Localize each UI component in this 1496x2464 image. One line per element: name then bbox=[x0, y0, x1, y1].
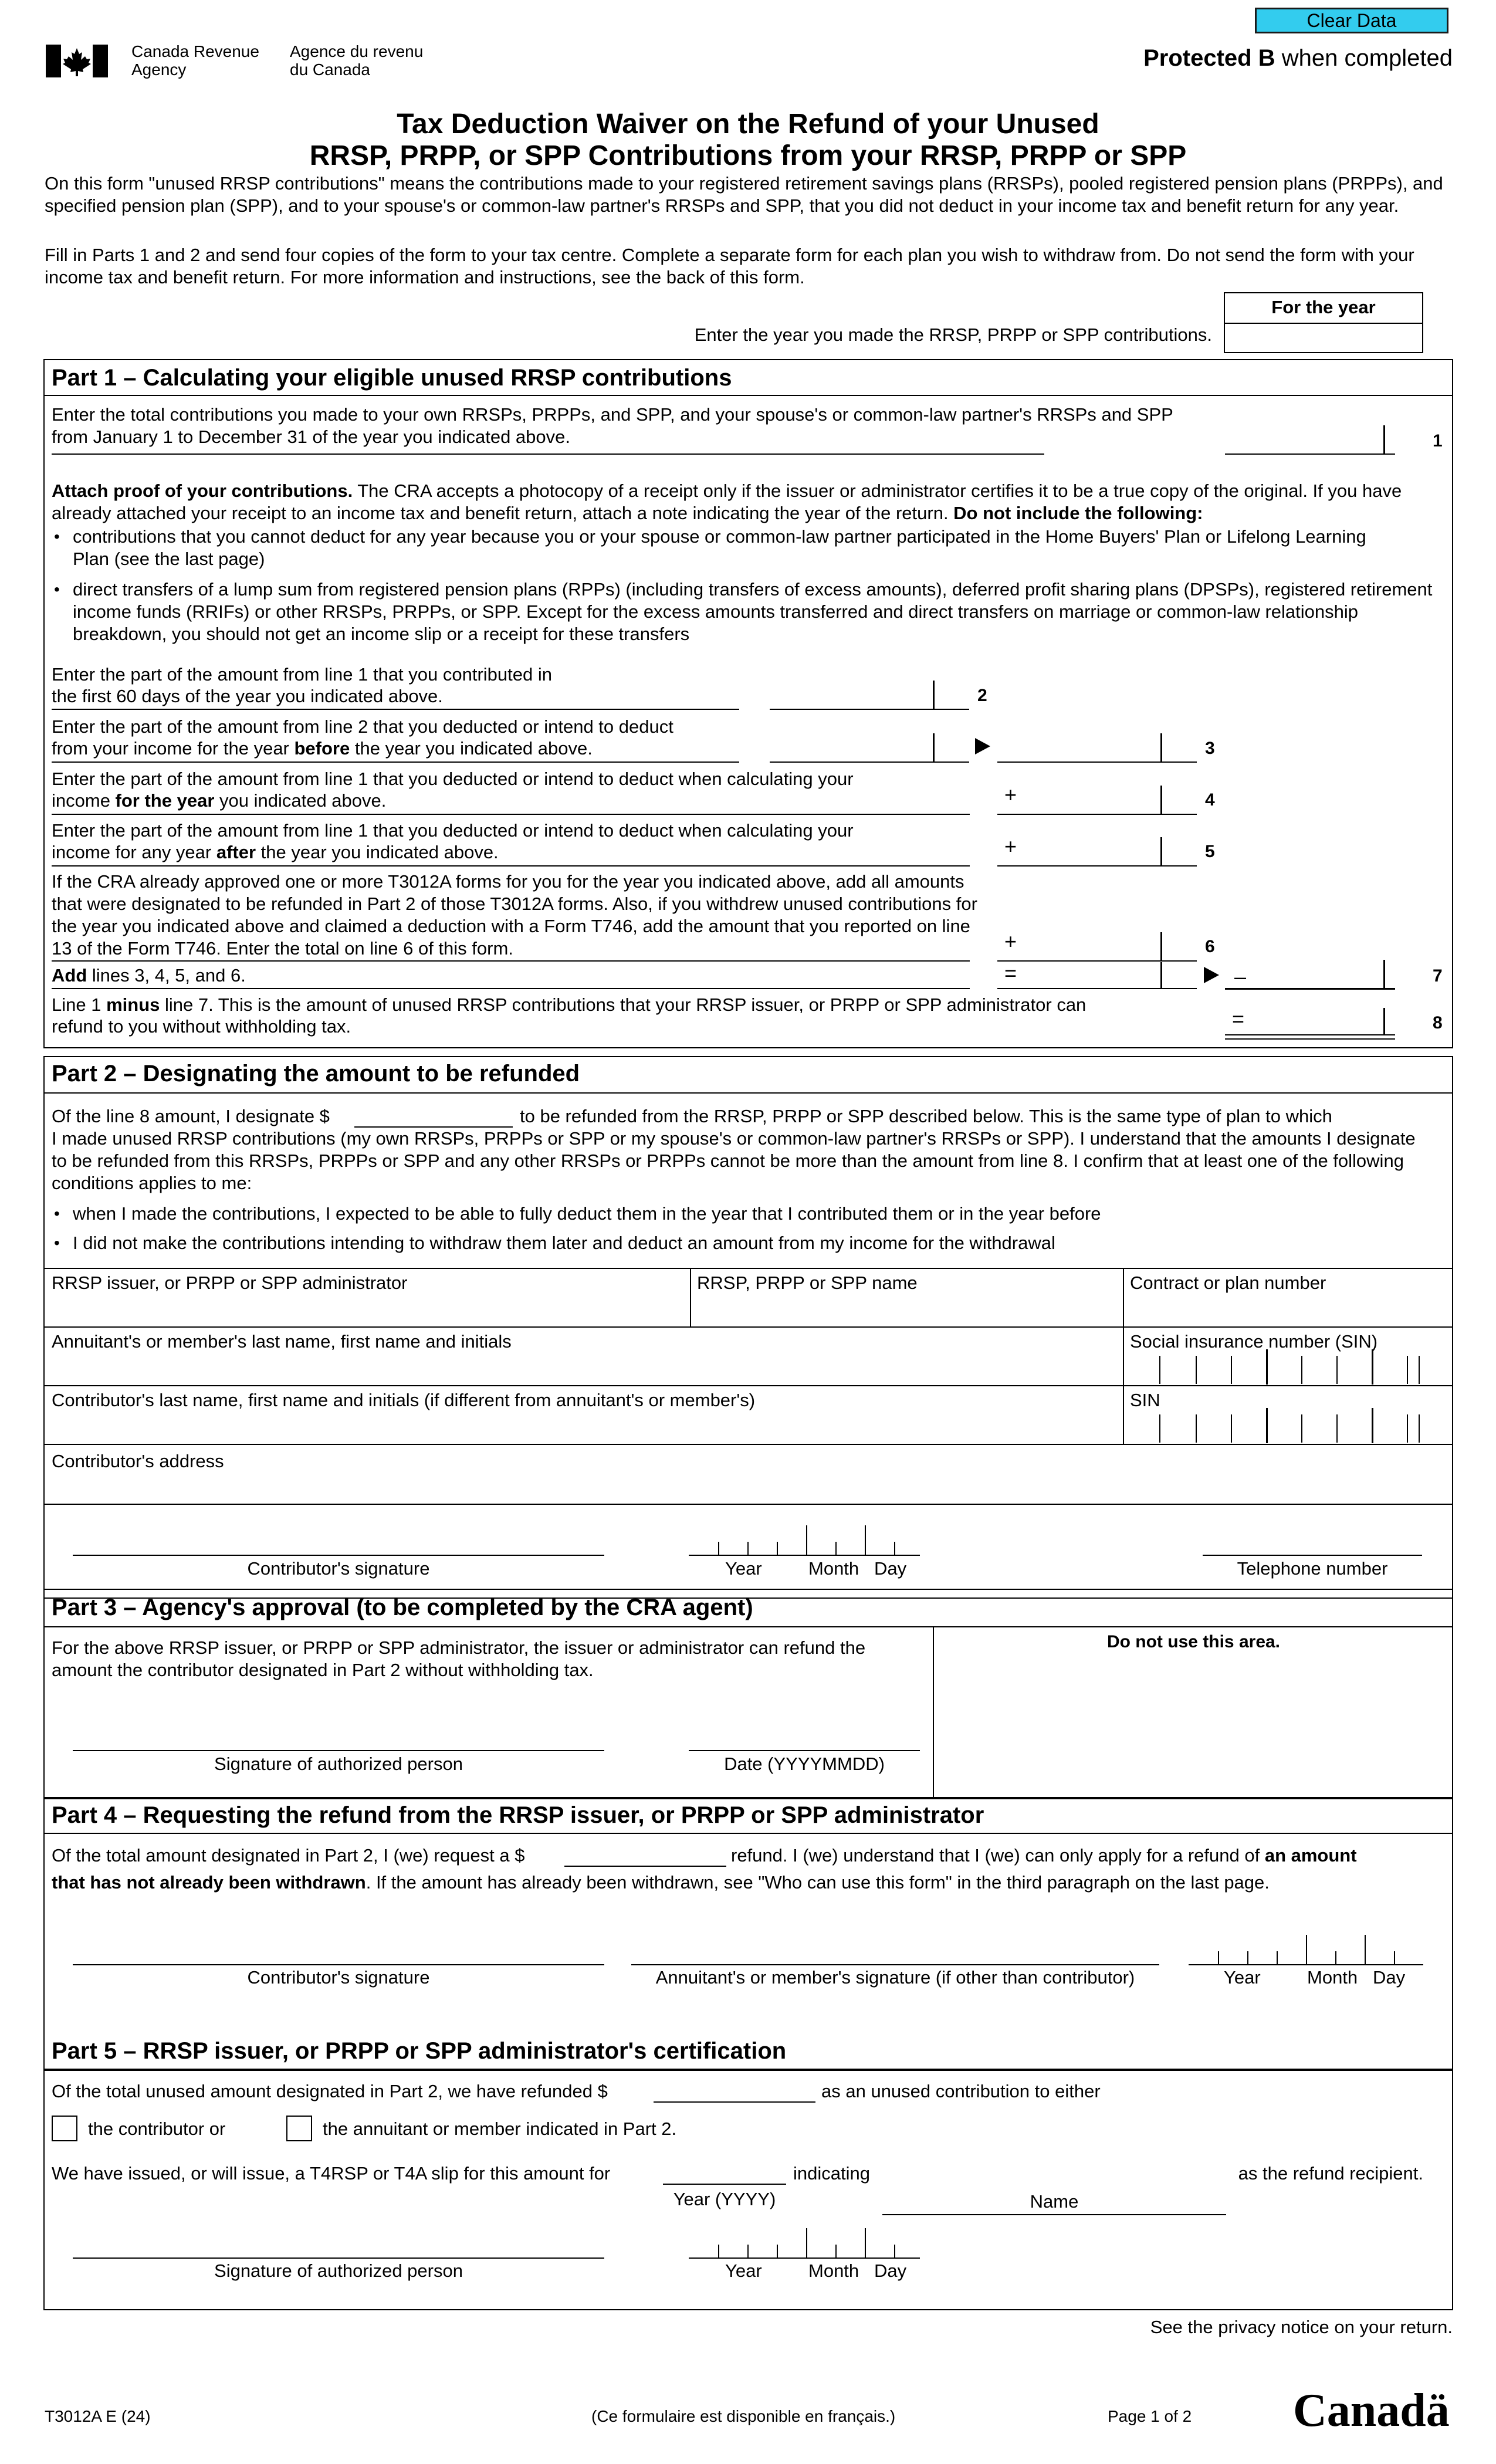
canada-wordmark-logo: Canadä bbox=[1293, 2385, 1450, 2436]
protected-b-label: Protected B when completed bbox=[1143, 45, 1453, 71]
equals-sign: = bbox=[1004, 961, 1017, 985]
plan-name-label: RRSP, PRPP or SPP name bbox=[697, 1272, 918, 1293]
bullet-icon: • bbox=[54, 580, 60, 598]
annuitant-option-label: the annuitant or member indicated in Part 2. bbox=[323, 2118, 677, 2139]
line-number-7: 7 bbox=[1433, 966, 1443, 986]
certification-signature-field[interactable] bbox=[73, 2225, 604, 2256]
part5-text-a: Of the total unused amount designated in Part 2, we have refunded $ bbox=[52, 2081, 608, 2101]
plus-sign: + bbox=[1004, 834, 1017, 858]
part2-bullet-2: I did not make the contributions intending to withdraw them later and deduct an amount from my income for the withdrawal bbox=[73, 1233, 1055, 1253]
year-label: Year bbox=[725, 1558, 762, 1579]
part4-text-c: that has not already been withdrawn. If the amount has already been withdrawn, see "Who can use this form" in the third paragraph on the last page. bbox=[52, 1872, 1270, 1893]
arrow-right-icon bbox=[1204, 967, 1219, 983]
line8-amount-field[interactable] bbox=[1255, 1009, 1381, 1033]
line5-amount-field[interactable] bbox=[1021, 838, 1158, 864]
part3-title: Part 3 – Agency's approval (to be completed by the CRA agent) bbox=[52, 1595, 753, 1620]
line7-amount-field[interactable] bbox=[1255, 962, 1381, 987]
part4-contributor-signature-label: Contributor's signature bbox=[247, 1967, 430, 1988]
agency-name-fr-2: du Canada bbox=[290, 60, 371, 79]
plan-name-field[interactable] bbox=[693, 1295, 1119, 1324]
bullet-icon: • bbox=[54, 1204, 60, 1223]
year-label: Year bbox=[725, 2260, 762, 2281]
for-the-year-label: For the year bbox=[1271, 297, 1376, 317]
approval-date-label: Date (YYYYMMDD) bbox=[724, 1754, 885, 1774]
contributor-signature-field[interactable] bbox=[73, 1519, 604, 1553]
plus-sign: + bbox=[1004, 929, 1017, 953]
line2-text-a: Enter the part of the amount from line 1 that you contributed in bbox=[52, 664, 552, 685]
contributor-address-field[interactable] bbox=[47, 1473, 1449, 1501]
part2-bullet-1: when I made the contributions, I expected to be able to fully deduct them in the year that I contributed them or in the year before bbox=[73, 1203, 1101, 1224]
contributor-signature-label: Contributor's signature bbox=[247, 1558, 430, 1579]
canada-flag-icon bbox=[46, 45, 108, 77]
line3-text-a: Enter the part of the amount from line 2 that you deducted or intend to deduct bbox=[52, 716, 673, 737]
line-number-1: 1 bbox=[1433, 431, 1443, 451]
line6-amount-field[interactable] bbox=[1021, 933, 1158, 959]
form-title-line2: RRSP, PRPP, or SPP Contributions from your RRSP, PRPP or SPP bbox=[309, 140, 1187, 171]
day-label: Day bbox=[874, 1558, 907, 1579]
part4-contributor-signature-field[interactable] bbox=[73, 1930, 604, 1963]
contract-number-label: Contract or plan number bbox=[1130, 1272, 1326, 1293]
approval-date-field[interactable] bbox=[689, 1719, 920, 1748]
line-number-5: 5 bbox=[1205, 842, 1215, 861]
line2-amount-field[interactable] bbox=[771, 682, 930, 708]
do-not-use-label: Do not use this area. bbox=[1106, 1632, 1281, 1651]
contributor-date-field[interactable] bbox=[689, 1523, 920, 1553]
plus-sign: + bbox=[1004, 783, 1017, 807]
part2-text-c: I made unused RRSP contributions (my own RRSPs, PRPPs or SPP or my spouse's or common-law partner's RRSPs or SPP). I understand that the amounts I designate to be refunded from this RRSPs, PRPPs or SPP and any other RRSPs or PRPPs cannot be more than the amount from line 8. I confirm that at least one of the following conditions applies to me: bbox=[52, 1128, 1416, 1193]
day-label: Day bbox=[874, 2260, 907, 2281]
privacy-notice: See the privacy notice on your return. bbox=[1150, 2317, 1453, 2337]
contributor-name-label: Contributor's last name, first name and initials (if different from annuitant's or member's) bbox=[52, 1390, 756, 1410]
month-label: Month bbox=[808, 1558, 859, 1579]
part4-title: Part 4 – Requesting the refund from the RRSP issuer, or PRPP or SPP administrator bbox=[52, 1802, 984, 1828]
name-label: Name bbox=[1030, 2191, 1079, 2212]
annuitant-signature-label: Annuitant's or member's signature (if other than contributor) bbox=[655, 1967, 1135, 1988]
sin-label: Social insurance number (SIN) bbox=[1130, 1331, 1378, 1352]
line-number-4: 4 bbox=[1205, 790, 1215, 810]
part5-text-b: as an unused contribution to either bbox=[821, 2081, 1101, 2101]
page-number: Page 1 of 2 bbox=[1108, 2407, 1192, 2425]
bullet-icon: • bbox=[54, 1234, 60, 1252]
day-label: Day bbox=[1373, 1967, 1406, 1988]
telephone-label: Telephone number bbox=[1237, 1558, 1388, 1579]
form-title-line1: Tax Deduction Waiver on the Refund of your Unused bbox=[397, 109, 1099, 140]
line3-text-b: from your income for the year before the year you indicated above. bbox=[52, 738, 593, 759]
part4-text-b: refund. I (we) understand that I (we) can only apply for a refund of an amount bbox=[731, 1845, 1357, 1866]
part2-title: Part 2 – Designating the amount to be refunded bbox=[52, 1061, 580, 1087]
slip-year-field[interactable] bbox=[664, 2160, 785, 2182]
agency-name-fr-1: Agence du revenu bbox=[290, 42, 424, 60]
line4-amount-field[interactable] bbox=[1021, 787, 1158, 813]
year-input[interactable] bbox=[1226, 324, 1421, 351]
agent-signature-field[interactable] bbox=[73, 1719, 604, 1748]
line8-text-a: Line 1 minus line 7. This is the amount of unused RRSP contributions that your RRSP issuer, or PRPP or SPP administrator can bbox=[52, 994, 1087, 1015]
bullet-icon: • bbox=[54, 527, 60, 546]
line5-text-b: income for any year after the year you indicated above. bbox=[52, 842, 499, 862]
year-prompt: Enter the year you made the RRSP, PRPP or SPP contributions. bbox=[694, 324, 1212, 345]
part4-date-field[interactable] bbox=[1189, 1932, 1423, 1963]
line3-amount-field[interactable] bbox=[999, 735, 1158, 760]
part1-bullet-2: direct transfers of a lump sum from registered pension plans (RPPs) (including transfers of excess amounts), deferred profit sharing plans (DPSPs), registered retirement income funds (RRIFs) or other RRSPs, PRPPs, or SPP. Except for the excess amounts transferred and direct transfers on marriage or common-law relationship breakdown, you should not get an income slip or a receipt for these transfers bbox=[73, 579, 1433, 644]
intro-paragraph-2: Fill in Parts 1 and 2 and send four copies of the form to your tax centre. Complete a separate form for each plan you wish to withdraw from. Do not send the form with your income tax and benefit return. For more information and instructions, see the back of this form. bbox=[45, 245, 1414, 287]
contributor-checkbox[interactable] bbox=[52, 2116, 77, 2141]
month-label: Month bbox=[808, 2260, 859, 2281]
refunded-amount-field[interactable] bbox=[655, 2078, 814, 2100]
line-number-2: 2 bbox=[977, 686, 987, 705]
refund-recipient-label: as the refund recipient. bbox=[1238, 2163, 1423, 2184]
line7-text: Add lines 3, 4, 5, and 6. bbox=[52, 965, 246, 986]
part3-text: For the above RRSP issuer, or PRPP or SPP administrator, the issuer or administrator can refund the amount the contributor designated in Part 2 without withholding tax. bbox=[52, 1637, 866, 1680]
part2-text-b: to be refunded from the RRSP, PRPP or SPP described below. This is the same type of plan to which bbox=[520, 1106, 1332, 1126]
designated-amount-field[interactable] bbox=[356, 1103, 512, 1125]
refund-request-amount-field[interactable] bbox=[566, 1842, 725, 1864]
contributor-sin-field[interactable] bbox=[1126, 1412, 1449, 1442]
minus-sign: – bbox=[1234, 964, 1247, 989]
line5-text-a: Enter the part of the amount from line 1 that you deducted or intend to deduct when calculating your bbox=[52, 820, 854, 841]
year-label: Year bbox=[1224, 1967, 1261, 1988]
line6-text: If the CRA already approved one or more T3012A forms for you for the year you indicated above, add all amounts that were designated to be refunded in Part 2 of those T3012A forms. Also, if you withdrew unused contributions for the year you indicated above and claimed a deduction with a Form T746, add the amount that you reported on line 13 of the Form T746. Enter the total on line 6 of this form. bbox=[52, 871, 977, 959]
annuitant-name-field[interactable] bbox=[47, 1354, 1119, 1382]
month-label: Month bbox=[1307, 1967, 1358, 1988]
line-number-3: 3 bbox=[1205, 739, 1215, 758]
part1-title: Part 1 – Calculating your eligible unused RRSP contributions bbox=[52, 365, 732, 391]
annuitant-checkbox[interactable] bbox=[286, 2116, 312, 2141]
contributor-option-label: the contributor or bbox=[88, 2118, 226, 2139]
part5-text-c: We have issued, or will issue, a T4RSP or T4A slip for this amount for bbox=[52, 2163, 611, 2184]
certification-signature-label: Signature of authorized person bbox=[214, 2260, 463, 2281]
line3-left-amount-field[interactable] bbox=[771, 735, 930, 760]
part1-bullet-1: contributions that you cannot deduct for any year because you or your spouse or common-law partner participated in the Home Buyers' Plan or Lifelong Learning Plan (see the last page) bbox=[73, 526, 1366, 569]
part5-title: Part 5 – RRSP issuer, or PRPP or SPP administrator's certification bbox=[52, 2038, 787, 2064]
line4-text-a: Enter the part of the amount from line 1 that you deducted or intend to deduct when calculating your bbox=[52, 769, 854, 789]
agent-signature-label: Signature of authorized person bbox=[214, 1754, 463, 1774]
issuer-label: RRSP issuer, or PRPP or SPP administrator bbox=[52, 1272, 408, 1293]
french-availability: (Ce formulaire est disponible en français.) bbox=[591, 2407, 896, 2425]
contract-number-field[interactable] bbox=[1126, 1295, 1449, 1324]
agency-name-en-2: Agency bbox=[131, 60, 187, 79]
agency-name-en-1: Canada Revenue bbox=[131, 42, 259, 60]
part2-text-a: Of the line 8 amount, I designate $ bbox=[52, 1106, 330, 1126]
line8-text-b: refund to you without withholding tax. bbox=[52, 1016, 351, 1037]
form-id: T3012A E (24) bbox=[45, 2407, 151, 2425]
line7-left-amount-field[interactable] bbox=[1021, 963, 1158, 987]
year-yyyy-label: Year (YYYY) bbox=[673, 2189, 776, 2209]
part4-text-a: Of the total amount designated in Part 2, I (we) request a $ bbox=[52, 1845, 525, 1866]
line-number-8: 8 bbox=[1433, 1013, 1443, 1033]
contributor-address-label: Contributor's address bbox=[52, 1451, 224, 1471]
attach-proof-text: Attach proof of your contributions. The CRA accepts a photocopy of a receipt only if the issuer or administrator certifies it to be a true copy of the original. If you have already attached your receipt to an income tax and benefit return, attach a note indicating the year of the return. Do not include the following: bbox=[52, 480, 1402, 523]
line-number-6: 6 bbox=[1205, 937, 1215, 956]
line4-text-b: income for the year you indicated above. bbox=[52, 790, 387, 811]
arrow-right-icon bbox=[975, 738, 990, 754]
clear-data-button[interactable]: Clear Data bbox=[1255, 8, 1448, 33]
certification-date-field[interactable] bbox=[689, 2226, 920, 2256]
indicating-label: indicating bbox=[793, 2163, 870, 2184]
annuitant-sin-field[interactable] bbox=[1126, 1353, 1449, 1383]
issuer-field[interactable] bbox=[47, 1295, 686, 1324]
equals-sign: = bbox=[1232, 1007, 1245, 1031]
annuitant-name-label: Annuitant's or member's last name, first name and initials bbox=[52, 1331, 512, 1352]
part1-line1-text: Enter the total contributions you made to your own RRSPs, PRPPs, and SPP, and your spouse's or common-law partner's RRSPs and SPP from January 1 to December 31 of the year you indicated above. bbox=[52, 404, 1173, 447]
annuitant-signature-field[interactable] bbox=[631, 1930, 1159, 1963]
contributor-name-field[interactable] bbox=[47, 1413, 1119, 1441]
intro-paragraph-1: On this form "unused RRSP contributions" means the contributions made to your registered retirement savings plans (RRSPs), pooled registered pension plans (PRPPs), and specified pension plan (SPP), and to your spouse's or common-law partner's RRSPs and SPP, that you did not deduct in your income tax and benefit return for any year. bbox=[45, 173, 1443, 216]
sin-label-2: SIN bbox=[1130, 1390, 1160, 1410]
telephone-field[interactable] bbox=[1203, 1523, 1422, 1553]
line1-amount-field[interactable] bbox=[1226, 427, 1382, 453]
line2-text-b: the first 60 days of the year you indicated above. bbox=[52, 686, 443, 706]
